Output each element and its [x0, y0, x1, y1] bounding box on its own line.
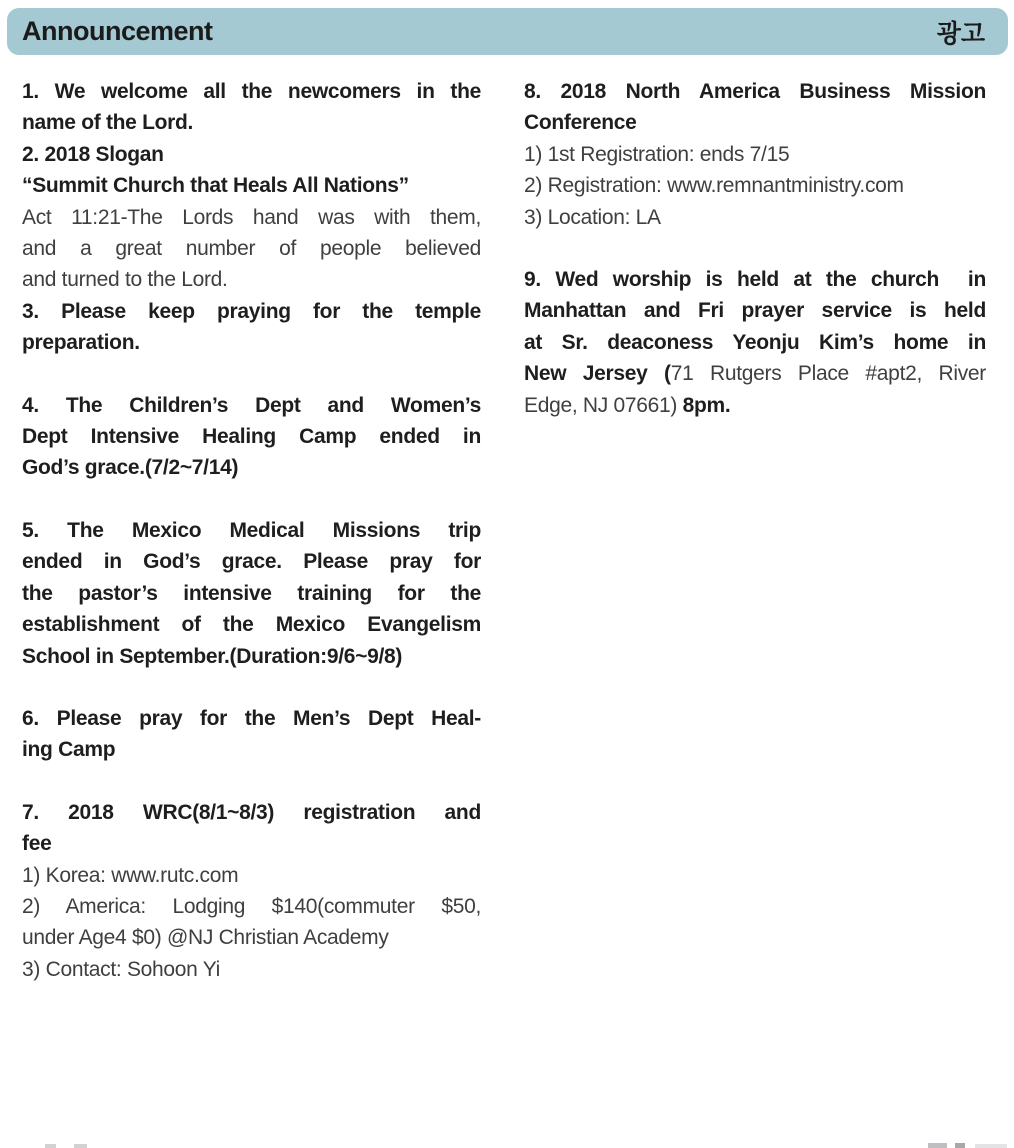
- clipped-footer-mark: [975, 1144, 1007, 1148]
- text-run: 2) America: Lodging $140(commuter $50,: [22, 894, 481, 918]
- text-line: [524, 295, 986, 326]
- text-run: God’s grace.(7/2~7/14): [22, 456, 239, 480]
- text-run: New Jersey (: [524, 362, 671, 386]
- text-run: and a great number of people believed: [22, 237, 481, 261]
- text-line: [22, 734, 481, 765]
- text-run: 1) 1st Registration: ends 7/15: [524, 142, 790, 166]
- text-line: [524, 390, 986, 421]
- text-line: [22, 107, 481, 138]
- text-run: School in September.(Duration:9/6~9/8): [22, 644, 403, 668]
- text-run: Dept Intensive Healing Camp ended in: [22, 425, 481, 449]
- text-line: [22, 452, 481, 483]
- text-run: 3) Contact: Sohoon Yi: [22, 957, 220, 981]
- page-title: Announcement: [22, 16, 213, 46]
- text-run: 2. 2018 Slogan: [22, 142, 164, 166]
- text-line: [22, 797, 481, 828]
- text-line: [22, 233, 481, 264]
- announcement-item: [22, 390, 481, 484]
- announcement-item: [22, 797, 481, 985]
- text-run: 3. Please keep praying for the temple: [22, 299, 481, 323]
- text-run: name of the Lord.: [22, 111, 194, 135]
- text-line: [524, 139, 986, 170]
- announcement-item: [22, 703, 481, 766]
- text-line: [524, 107, 986, 138]
- text-line: [22, 421, 481, 452]
- text-line: [22, 922, 481, 953]
- text-line: [524, 264, 986, 295]
- text-line: [22, 515, 481, 546]
- text-run: 1) Korea: www.rutc.com: [22, 863, 239, 887]
- text-run: 8. 2018 North America Business Mission: [524, 80, 986, 103]
- announcement-column-right: [524, 76, 986, 421]
- text-line: [22, 296, 481, 327]
- text-line: [22, 860, 481, 891]
- text-line: [22, 76, 481, 107]
- text-line: [22, 327, 481, 358]
- text-run: fee: [22, 832, 52, 856]
- ad-label: 광고: [936, 19, 985, 48]
- text-line: [22, 139, 481, 170]
- announcement-column-left: [22, 76, 481, 985]
- text-run: 1. We welcome all the newcomers in the: [22, 80, 481, 103]
- text-line: [22, 170, 481, 201]
- text-line: [22, 703, 481, 734]
- text-run: at Sr. deaconess Yeonju Kim’s home in: [524, 330, 986, 354]
- text-run: 3) Location: LA: [524, 205, 661, 229]
- text-line: [524, 170, 986, 201]
- text-run: 6. Please pray for the Men’s Dept Heal-: [22, 706, 481, 730]
- announcement-item: [22, 296, 481, 359]
- clipped-footer-mark: [928, 1143, 947, 1148]
- text-run: 9. Wed worship is held at the church in: [524, 268, 986, 292]
- text-run: 7. 2018 WRC(8/1~8/3) registration and: [22, 800, 481, 824]
- text-run: 4. The Children’s Dept and Women’s: [22, 393, 481, 417]
- text-run: and turned to the Lord.: [22, 268, 228, 292]
- text-line: [524, 327, 986, 358]
- text-line: [22, 641, 481, 672]
- text-line: [524, 76, 986, 107]
- text-run: the pastor’s intensive training for the: [22, 581, 481, 605]
- announcement-item: [22, 515, 481, 672]
- announcement-item: [22, 76, 481, 139]
- text-run: ended in God’s grace. Please pray for: [22, 550, 481, 574]
- text-run: “Summit Church that Heals All Nations”: [22, 174, 409, 198]
- text-line: [22, 891, 481, 922]
- text-run: Edge, NJ 07661): [524, 393, 683, 417]
- clipped-footer-mark: [45, 1144, 56, 1148]
- text-line: [22, 578, 481, 609]
- text-line: [22, 546, 481, 577]
- text-run: establishment of the Mexico Evangelism: [22, 613, 481, 637]
- text-run: Act 11:21-The Lords hand was with them,: [22, 205, 481, 229]
- text-run: preparation.: [22, 331, 140, 355]
- text-run: 71 Rutgers Place #apt2, River: [670, 362, 987, 386]
- clipped-footer-mark: [74, 1144, 87, 1148]
- text-line: [524, 358, 986, 389]
- text-run: 5. The Mexico Medical Missions trip: [22, 518, 481, 542]
- text-line: [22, 390, 481, 421]
- text-run: ing Camp: [22, 738, 116, 762]
- text-line: [22, 202, 481, 233]
- announcement-header-bar: [7, 8, 1008, 55]
- announcement-item: [524, 76, 986, 233]
- text-run: 8pm.: [682, 393, 731, 417]
- text-line: [22, 828, 481, 859]
- text-run: 2) Registration: www.remnantministry.com: [524, 174, 904, 198]
- text-line: [524, 202, 986, 233]
- text-run: under Age4 $0) @NJ Christian Academy: [22, 926, 389, 950]
- clipped-footer-mark: [955, 1143, 965, 1148]
- text-run: Conference: [524, 111, 637, 135]
- text-line: [22, 954, 481, 985]
- announcement-item: [22, 139, 481, 296]
- announcement-item: [524, 264, 986, 421]
- text-run: Manhattan and Fri prayer service is held: [524, 299, 986, 323]
- text-line: [22, 609, 481, 640]
- text-line: [22, 264, 481, 295]
